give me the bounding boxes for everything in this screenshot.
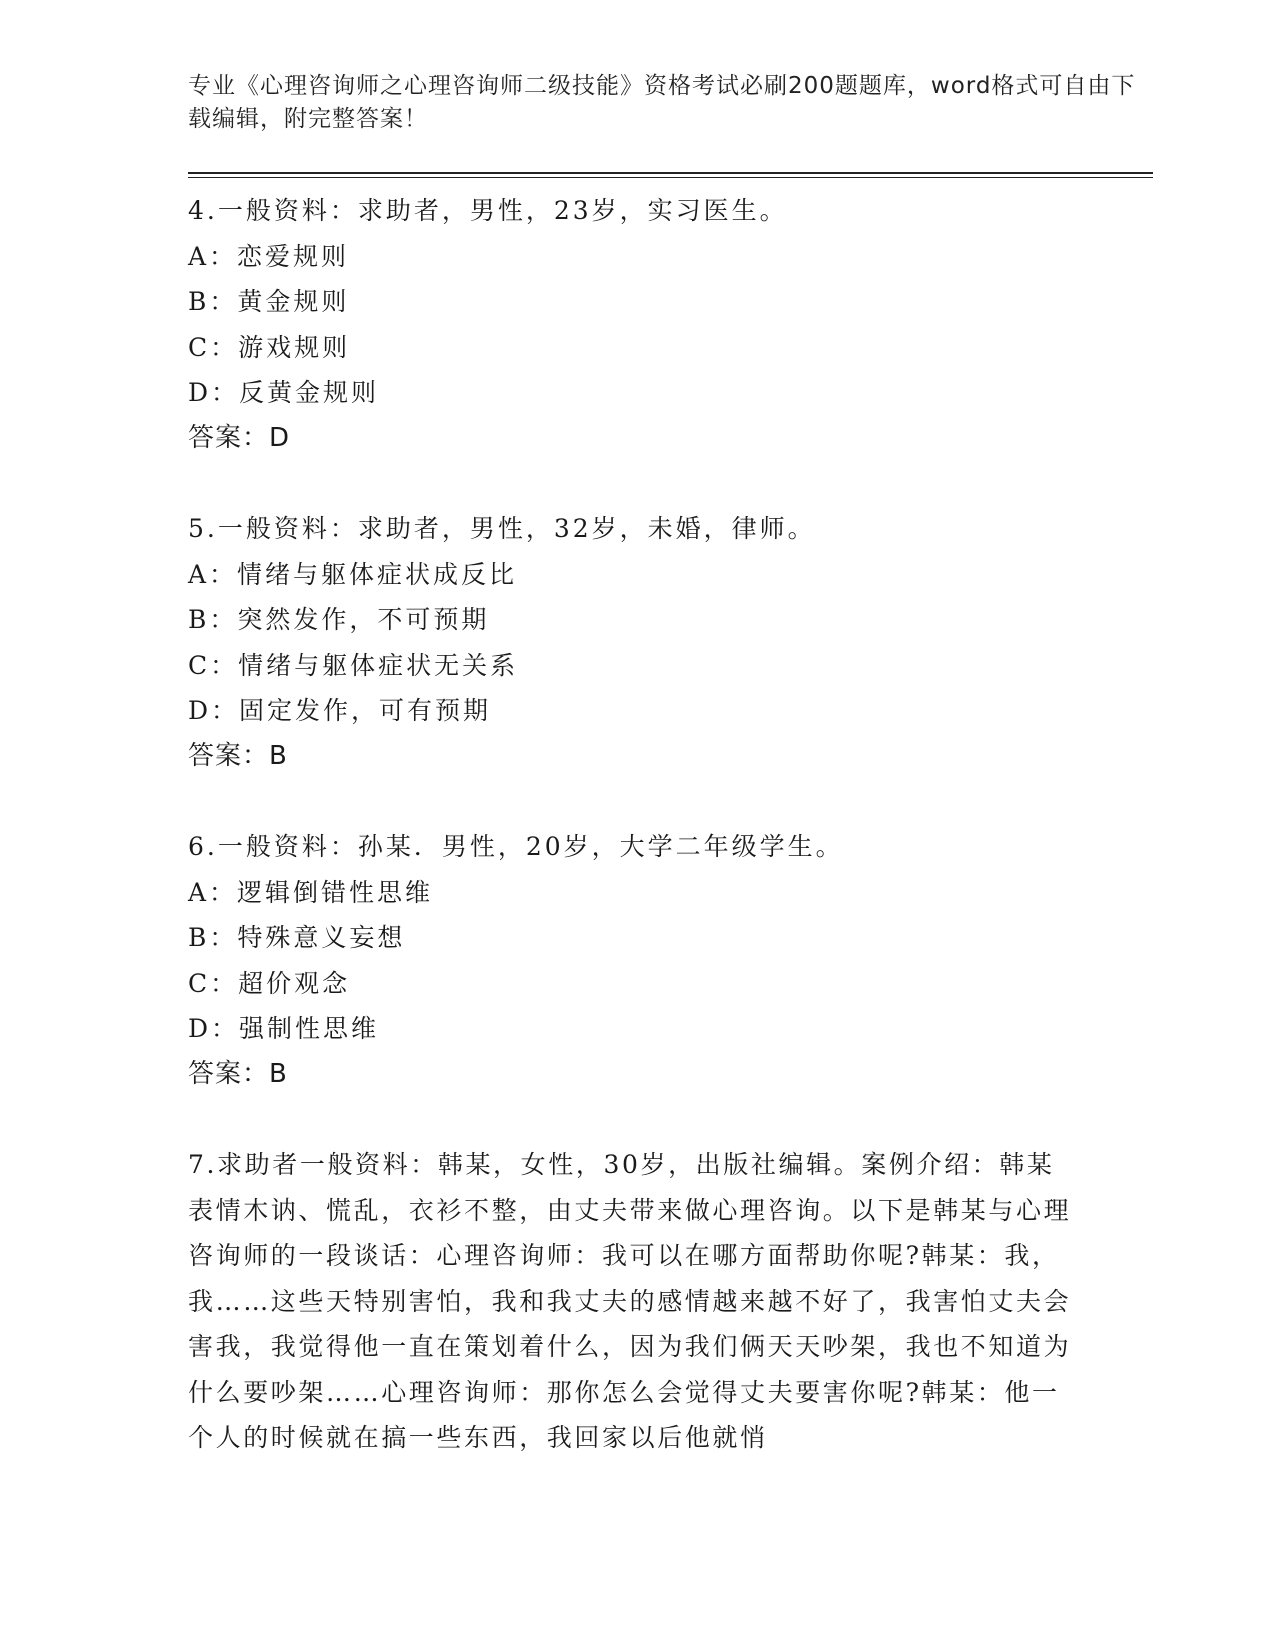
header-rule-thick: [188, 172, 1153, 174]
option-d: D：反黄金规则: [188, 378, 380, 407]
option-b: B：突然发作，不可预期: [188, 605, 490, 634]
option-a: A：逻辑倒错性思维: [188, 877, 434, 907]
answer-line: 答案：B: [188, 1058, 288, 1089]
header-divider: [188, 172, 1153, 178]
question-block-7: [188, 1142, 1148, 1461]
document-header: 专业《心理咨询师之心理咨询师二级技能》资格考试必刷200题题库，word格式可自由下载编辑，附完整答案！: [188, 73, 1136, 132]
header-rule-thin: [188, 177, 1153, 178]
option-c: C：游戏规则: [188, 332, 351, 362]
document-page: [188, 70, 1148, 1506]
question-block-4: [188, 188, 1148, 461]
option-c: C：超价观念: [188, 968, 351, 998]
option-b: B：特殊意义妄想: [188, 923, 406, 952]
question-stem: 4.一般资料：求助者，男性，23岁，实习医生。: [188, 196, 788, 225]
question-stem: 5.一般资料：求助者，男性，32岁，未婚，律师。: [188, 514, 816, 543]
question-block-5: [188, 506, 1148, 779]
question-stem-long: 7.求助者一般资料：韩某，女性，30岁，出版社编辑。案例介绍：韩某表情木讷、慌乱，衣衫不整，由丈夫带来做心理咨询。以下是韩某与心理咨询师的一段谈话：心理咨询师：我可以在哪方面帮助你呢?韩某：我，我……这些天特别害怕，我和我丈夫的感情越来越不好了，我害怕丈夫会害我，我觉得他一直在策划着什么，因为我们俩天天吵架，我也不知道为什么要吵架……心理咨询师：那你怎么会觉得丈夫要害你呢?韩某：他一个人的时候就在搞一些东西，我回家以后他就悄: [188, 1150, 1072, 1452]
option-a: A：情绪与躯体症状成反比: [188, 559, 518, 589]
question-stem: 6.一般资料：孙某．男性，20岁，大学二年级学生。: [188, 832, 844, 861]
option-d: D：强制性思维: [188, 1014, 380, 1043]
answer-line: 答案：D: [188, 422, 291, 453]
question-block-6: [188, 824, 1148, 1097]
answer-line: 答案：B: [188, 740, 288, 771]
option-a: A：恋爱规则: [188, 241, 350, 271]
option-d: D：固定发作，可有预期: [188, 696, 492, 725]
option-b: B：黄金规则: [188, 287, 350, 316]
option-c: C：情绪与躯体症状无关系: [188, 650, 519, 680]
